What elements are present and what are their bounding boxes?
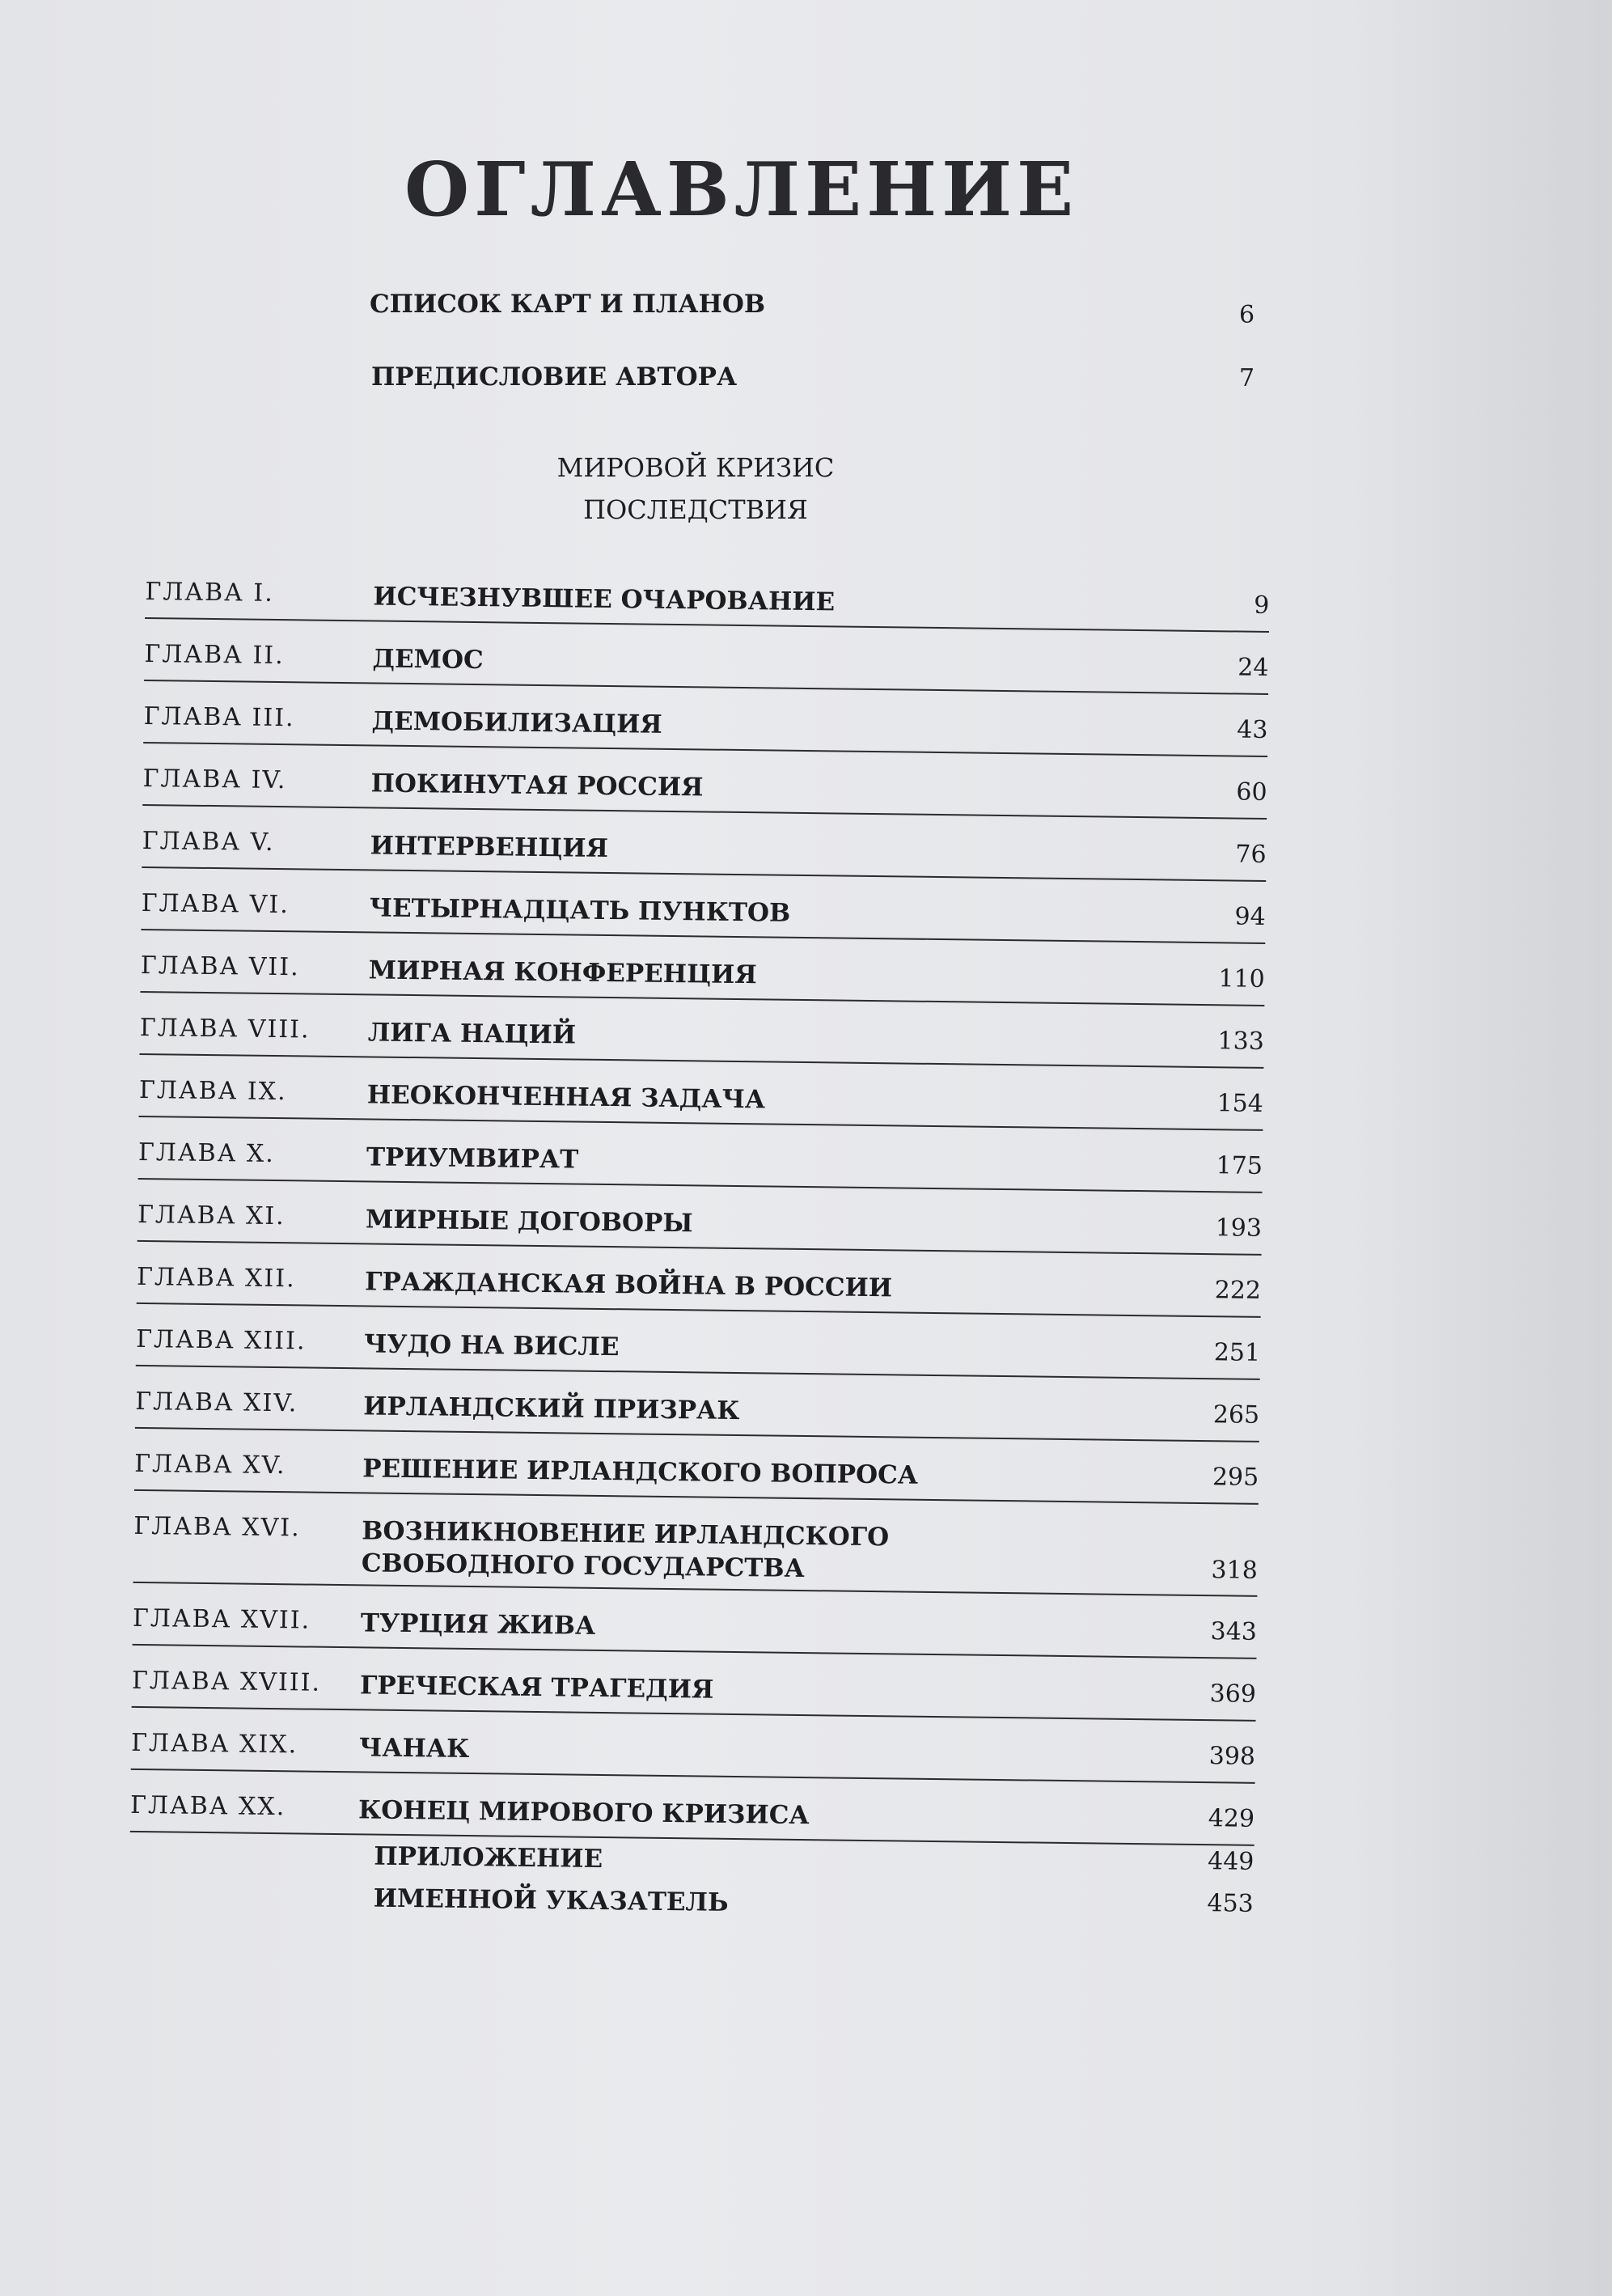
chapter-page: 398 [1208,1742,1256,1771]
chapter-title: ИРЛАНДСКИЙ ПРИЗРАК [362,1392,740,1426]
chapter-number: ГЛАВА XVIII. [131,1666,322,1697]
chapter-number: ГЛАВА VII. [140,951,300,982]
toc-row [133,1491,1258,1597]
chapter-page: 43 [1237,715,1268,744]
chapter-number: ГЛАВА XVI. [133,1511,301,1543]
chapter-title: ИНТЕРВЕНЦИЯ [370,831,609,864]
chapter-page: 110 [1218,964,1265,993]
chapter-page: 154 [1216,1089,1264,1118]
page-edge-shadow [1359,0,1612,2296]
chapter-title: ИСЧЕЗНУВШЕЕ ОЧАРОВАНИЕ [373,582,836,617]
chapter-title: ДЕМОС [372,644,484,676]
chapter-page: 251 [1213,1338,1261,1367]
chapter-number: ГЛАВА XIII. [135,1324,307,1356]
chapter-title: ЧАНАК [358,1733,470,1764]
chapter-title: ЧЕТЫРНАДЦАТЬ ПУНКТОВ [369,893,791,928]
chapter-title: МИРНАЯ КОНФЕРЕНЦИЯ [368,955,757,990]
chapter-number: ГЛАВА VI. [141,888,290,920]
chapter-title-line-1: ВОЗНИКНОВЕНИЕ ИРЛАНДСКОГО [362,1516,890,1553]
chapter-number: ГЛАВА IV. [142,764,287,795]
chapter-number: ГЛАВА XIV. [135,1387,298,1418]
chapter-page: 318 [1211,1556,1259,1585]
chapter-title: КОНЕЦ МИРОВОГО КРИЗИСА [358,1795,810,1831]
chapter-title: НЕОКОНЧЕННАЯ ЗАДАЧА [366,1080,766,1115]
chapter-title: МИРНЫЕ ДОГОВОРЫ [365,1205,693,1239]
chapter-title: ТРИУМВИРАТ [366,1142,579,1175]
chapter-page: 94 [1234,902,1266,931]
section-line-2: ПОСЛЕДСТВИЯ [583,494,808,525]
front-item-preface-page: 7 [1239,364,1255,392]
chapter-page: 193 [1215,1214,1263,1243]
chapter-page: 9 [1254,591,1270,620]
chapter-page: 265 [1212,1400,1260,1430]
chapter-number: ГЛАВА XV. [134,1449,286,1481]
appendix-title: ПРИЛОЖЕНИЕ [374,1841,603,1875]
chapter-number: ГЛАВА VIII. [139,1013,311,1044]
chapter-title-line-2: СВОБОДНОГО ГОСУДАРСТВА [361,1548,805,1584]
front-item-preface: ПРЕДИСЛОВИЕ АВТОРА [371,362,738,392]
chapter-number: ГЛАВА X. [138,1137,276,1169]
section-line-1: МИРОВОЙ КРИЗИС [556,452,835,483]
chapter-title: ТУРЦИЯ ЖИВА [360,1608,596,1641]
chapter-page: 175 [1216,1151,1263,1180]
front-item-maps-page: 6 [1239,301,1255,329]
chapter-title: РЕШЕНИЕ ИРЛАНДСКОГО ВОПРОСА [362,1454,919,1490]
chapter-number: ГЛАВА XVII. [132,1603,311,1635]
chapter-title: ЛИГА НАЦИЙ [367,1018,577,1050]
chapter-title: ГРЕЧЕСКАЯ ТРАГЕДИЯ [359,1671,714,1705]
chapter-page: 295 [1212,1463,1259,1492]
chapter-title: ЧУДО НА ВИСЛЕ [363,1329,620,1362]
section-heading [485,447,906,531]
chapter-number: ГЛАВА XII. [136,1262,296,1294]
chapter-number: ГЛАВА V. [142,826,275,857]
front-item-maps: СПИСОК КАРТ И ПЛАНОВ [370,290,766,319]
chapter-number: ГЛАВА I. [145,577,274,608]
chapter-page: 133 [1217,1027,1264,1056]
appendix-page: 449 [1207,1847,1254,1876]
index-page: 453 [1207,1889,1254,1918]
chapter-page: 24 [1238,653,1269,682]
chapter-number: ГЛАВА III. [143,701,295,733]
table-of-contents [129,557,1269,1930]
chapter-page: 343 [1210,1617,1258,1646]
chapter-page: 429 [1208,1804,1255,1833]
chapter-title: ГРАЖДАНСКАЯ ВОЙНА В РОССИИ [364,1267,893,1303]
chapter-title: ДЕМОБИЛИЗАЦИЯ [371,706,662,739]
chapter-number: ГЛАВА XIX. [130,1728,298,1760]
chapter-number: ГЛАВА II. [144,639,285,671]
chapter-page: 222 [1214,1276,1262,1305]
chapter-title [362,1514,890,1586]
chapter-number: ГЛАВА XX. [129,1790,286,1822]
page-title: ОГЛАВЛЕНИЕ [404,146,1079,233]
chapter-number: ГЛАВА XI. [137,1200,286,1231]
chapter-page: 76 [1235,840,1267,869]
chapter-number: ГЛАВА IX. [138,1075,287,1107]
chapter-page: 369 [1209,1680,1257,1709]
chapter-title: ПОКИНУТАЯ РОССИЯ [370,769,704,803]
index-title: ИМЕННОЙ УКАЗАТЕЛЬ [373,1883,729,1917]
chapter-page: 60 [1236,777,1267,807]
